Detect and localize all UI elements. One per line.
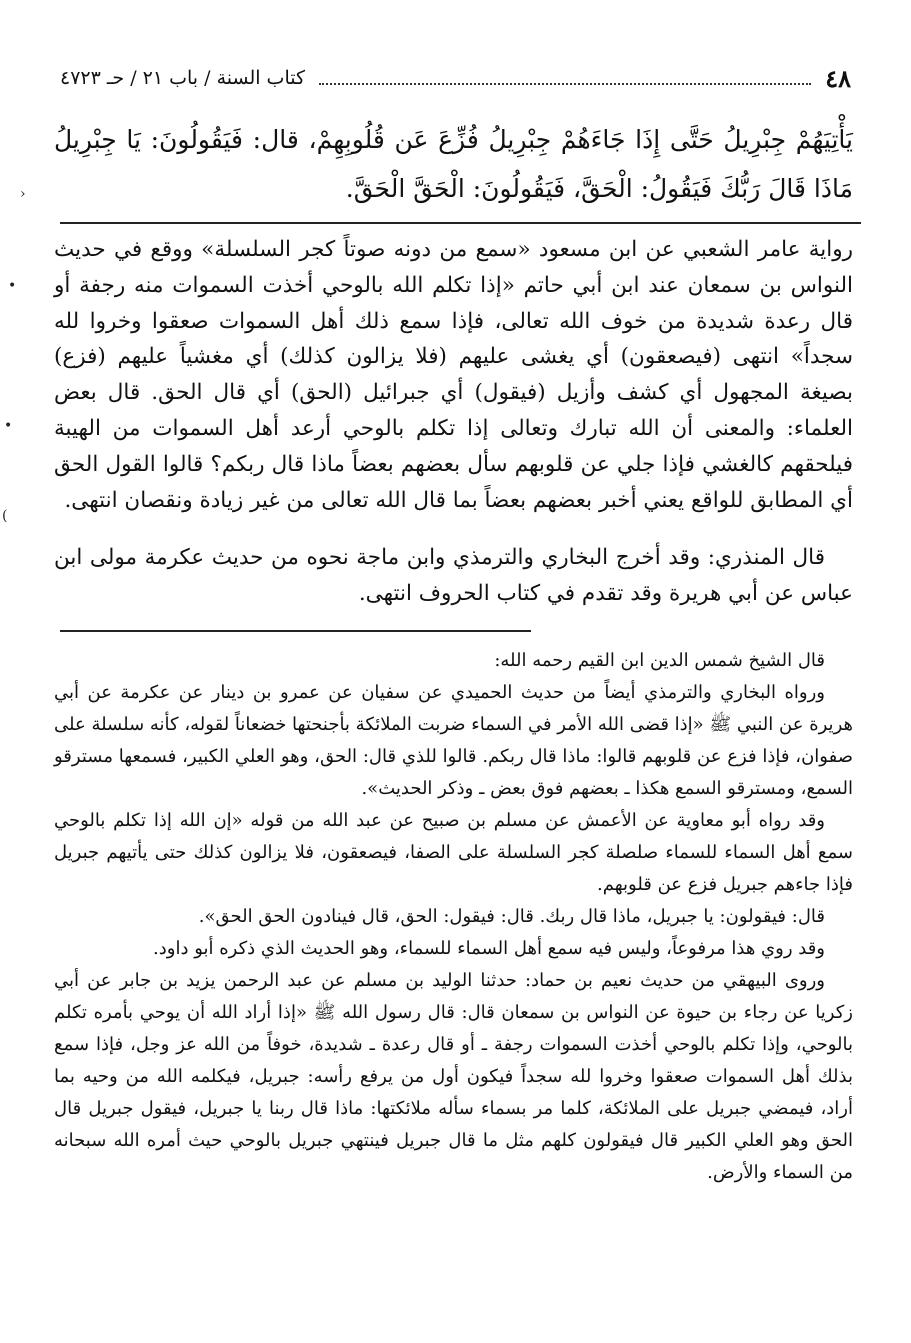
scan-speck: (	[2, 508, 8, 524]
divider-line-bottom	[60, 630, 531, 632]
page-header	[60, 62, 851, 94]
ibn-qayyim-paragraph: قال: فيقولون: يا جبريل، ماذا قال ربك. قال: فيقول: الحق، قال فينادون الحق الحق».	[198, 906, 825, 927]
header-dot-leader	[319, 71, 811, 85]
hadith-text	[54, 115, 853, 213]
mundhiri-note	[54, 540, 853, 612]
scan-speck: •	[8, 278, 17, 294]
commentary-block	[54, 232, 853, 518]
ibn-qayyim-block	[54, 645, 853, 1189]
running-title: كتاب السنة / باب ٢١ / حـ ٤٧٢٣	[60, 67, 306, 89]
divider-line-top	[60, 222, 861, 224]
hadith-verse: يَأْتِيَهُمْ جِبْرِيلُ حَتَّى إِذَا جَاءَهُمْ جِبْرِيلُ فُزِّعَ عَن قُلُوبِهِمْ، قال: فَيَقُولُونَ: يَا جِبْرِيلُ مَاذَا قَالَ رَبُّكَ فَيَقُولُ: الْحَقَّ، فَيَقُولُونَ: الْحَقَّ الْحَقَّ.	[54, 125, 853, 203]
commentary-paragraph: قال المنذري: وقد أخرج البخاري والترمذي وابن ماجة نحوه من حديث عكرمة مولى ابن عباس عن أبي هريرة وقد تقدم في كتاب الحروف انتهى.	[54, 545, 853, 606]
page-number: ٤٨	[825, 63, 851, 93]
ibn-qayyim-paragraph: وروى البيهقي من حديث نعيم بن حماد: حدثنا الوليد بن مسلم عن عبد الرحمن يزيد بن جابر عن أبي زكريا عن رجاء بن حيوة عن النواس بن سمعان قال: قال رسول الله ﷺ «إذا أراد الله أن يوحي بأمره تكلم بالوحي، وإذا تكلم بالوحي أخذت السموات رجفة ـ أو قال رعدة ـ شديدة، خوفاً من الله عز وجل، فإذا سمع بذلك أهل السموات صعقوا وخروا لله سجداً فيكون أول من يرفع رأسه: جبريل، فيكلمه الله من وحيه بما أراد، فيمضي جبريل على الملائكة، كلما مر بسماء سأله ملائكتها: ماذا قال ربنا يا جبريل، فيقول جبريل قال الحق وهو العلي الكبير قال فيقولون كلهم مثل ما قال جبريل فينتهي جبريل بالوحي حيث أمره الله سبحانه من السماء والأرض.	[54, 970, 853, 1183]
ibn-qayyim-paragraph: ورواه البخاري والترمذي أيضاً من حديث الحميدي عن سفيان عن عمرو بن دينار عن عكرمة عن أبي هريرة عن النبي ﷺ «إذا قضى الله الأمر في السماء ضربت الملائكة بأجنحتها خضعاناً لقوله، كأنه سلسلة على صفوان، فإذا فزع عن قلوبهم قالوا: ماذا قال ربكم. قالوا للذي قال: الحق، وهو العلي الكبير، فسمعها مسترقو السمع، ومسترقو السمع هكذا ـ بعضهم فوق بعض ـ وذكر الحديث».	[54, 682, 853, 799]
commentary-paragraph: رواية عامر الشعبي عن ابن مسعود «سمع من دونه صوتاً كجر السلسلة» ووقع في حديث النواس بن سمعان عند ابن أبي حاتم «إذا تكلم الله بالوحي أخذت السموات منه رجفة أو قال رعدة شديدة من خوف الله تعالى، فإذا سمع ذلك أهل السموات صعقوا وخروا لله سجداً» انتهى (فيصعقون) أي يغشى عليهم (فلا يزالون كذلك) أي مغشياً عليهم (فزع) بصيغة المجهول أي كشف وأزيل (فيقول) أي جبرائيل (الحق) أي قال الحق. قال بعض العلماء: والمعنى أن الله تبارك وتعالى إذا تكلم بالوحي أرعد أهل السموات من الهيبة فيلحقهم كالغشي فإذا جلي عن قلوبهم سأل بعضهم بعضاً ماذا قال ربكم؟ قالوا القول الحق أي المطابق للواقع يعني أخبر بعضهم بعضاً بما قال الله تعالى من غير زيادة ونقصان انتهى.	[54, 237, 853, 513]
scan-speck: •	[4, 418, 13, 434]
ibn-qayyim-paragraph: وقد روي هذا مرفوعاً، وليس فيه سمع أهل السماء للسماء، وهو الحديث الذي ذكره أبو داود.	[153, 938, 825, 959]
scan-speck: ›	[20, 186, 26, 202]
ibn-qayyim-paragraph: وقد رواه أبو معاوية عن الأعمش عن مسلم بن صبيح عن عبد الله من قوله «إن الله إذا تكلم بالوحي سمع أهل السماء للسماء صلصلة كجر السلسلة على الصفا، فيصعقون، فلا يزالون كذلك حتى يأتيهم جبريل فإذا جاءهم جبريل فزع عن قلوبهم.	[54, 810, 853, 895]
ibn-qayyim-heading: قال الشيخ شمس الدين ابن القيم رحمه الله:	[494, 650, 825, 671]
